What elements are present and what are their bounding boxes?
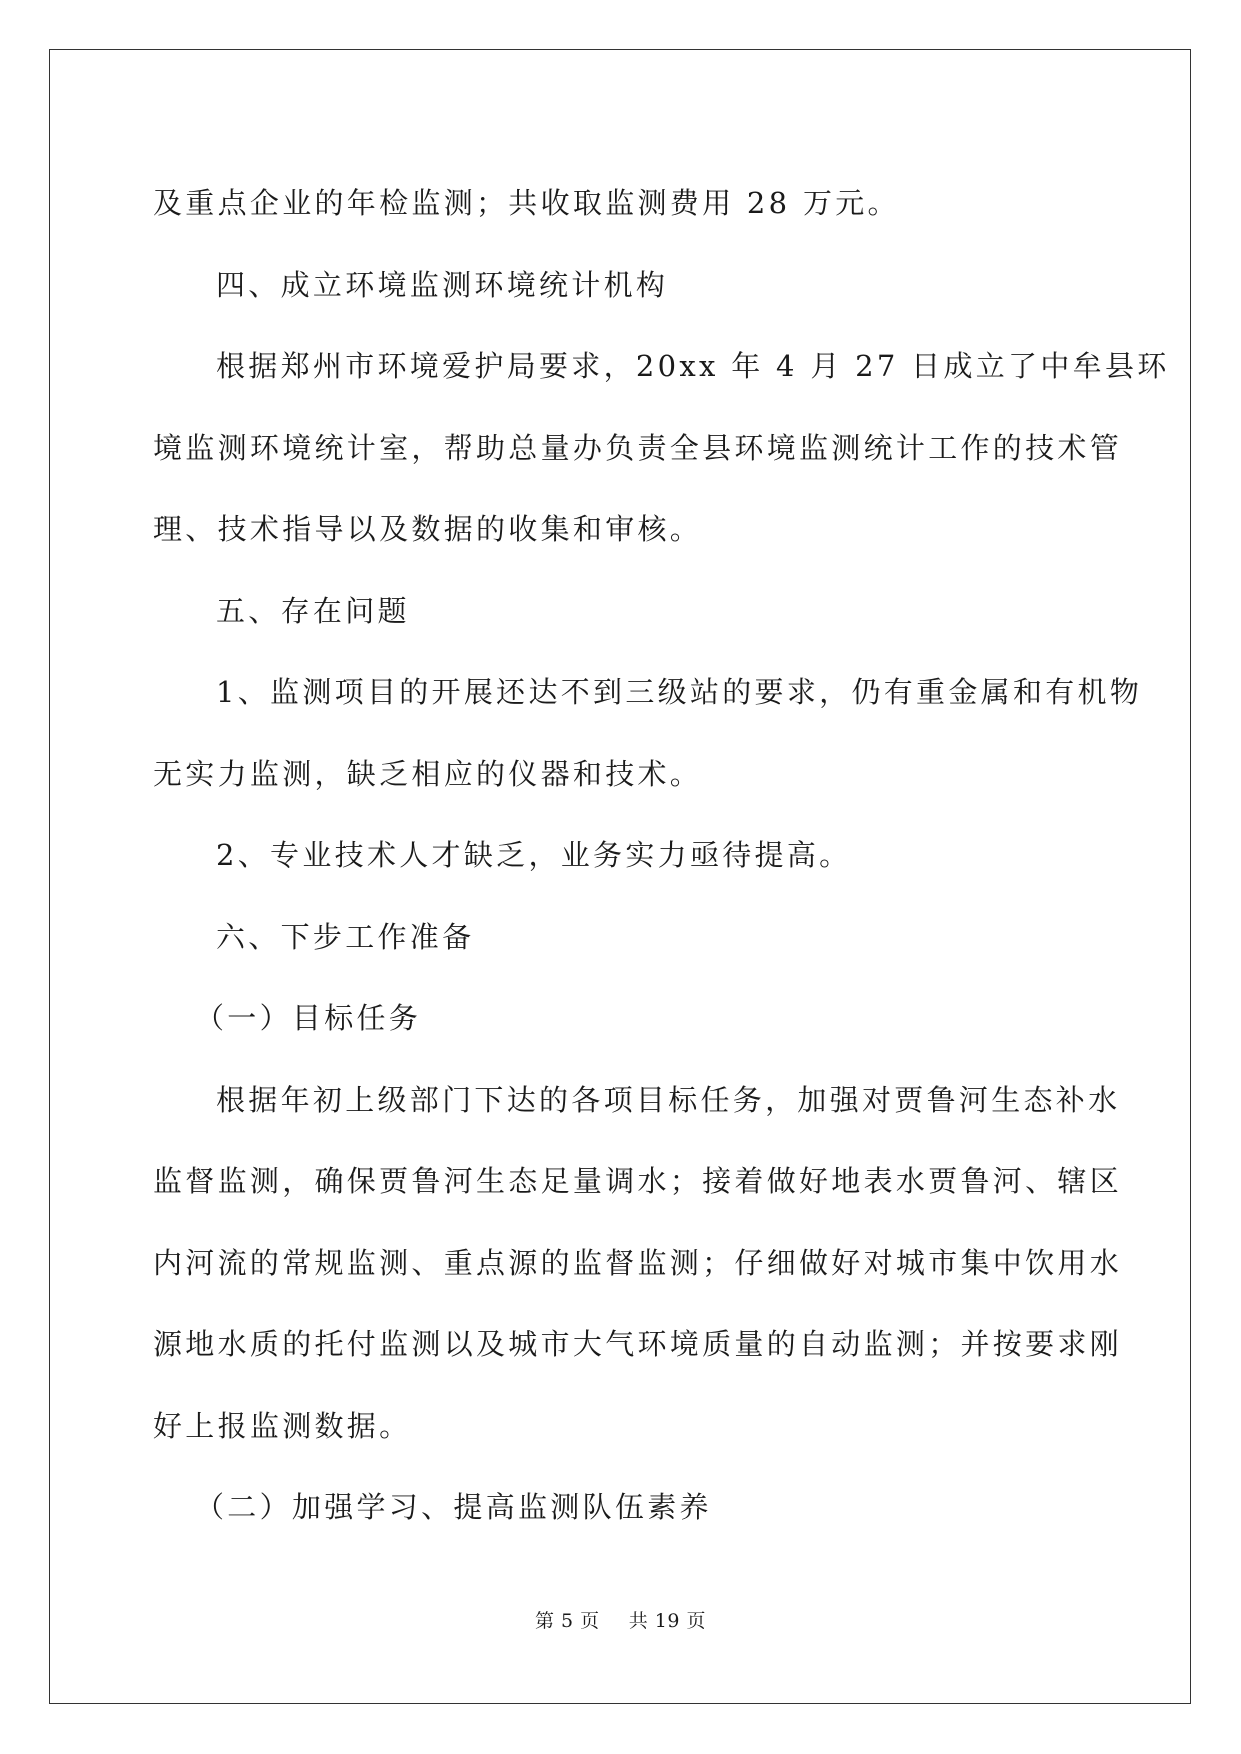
section-heading: 四、成立环境监测环境统计机构 bbox=[216, 267, 669, 302]
paragraph-line: 根据郑州市环境爱护局要求，20xx 年 4 月 27 日成立了中牟县环 bbox=[216, 349, 1170, 383]
paragraph-line: 监督监测，确保贾鲁河生态足量调水；接着做好地表水贾鲁河、辖区 bbox=[153, 1164, 1123, 1198]
paragraph-line: 无实力监测，缺乏相应的仪器和技术。 bbox=[153, 756, 703, 791]
page-number: 第 5 页 bbox=[534, 1610, 600, 1632]
section-heading: 六、下步工作准备 bbox=[216, 919, 475, 954]
page-footer bbox=[0, 1606, 1241, 1633]
document-body bbox=[153, 163, 1170, 1549]
paragraph-line: 理、技术指导以及数据的收集和审核。 bbox=[153, 512, 703, 546]
paragraph-line: 内河流的常规监测、重点源的监督监测；仔细做好对城市集中饮用水 bbox=[153, 1245, 1123, 1280]
subsection-heading: （一）目标任务 bbox=[195, 1001, 422, 1035]
subsection-heading: （二）加强学习、提高监测队伍素养 bbox=[195, 1490, 712, 1524]
paragraph-line: 及重点企业的年检监测；共收取监测费用 28 万元。 bbox=[153, 186, 900, 220]
paragraph-line: 1、监测项目的开展还达不到三级站的要求，仍有重金属和有机物 bbox=[216, 675, 1143, 709]
section-heading: 五、存在问题 bbox=[216, 593, 410, 628]
paragraph-line: 好上报监测数据。 bbox=[153, 1408, 412, 1443]
paragraph-line: 2、专业技术人才缺乏，业务实力亟待提高。 bbox=[216, 838, 852, 872]
page-total: 共 19 页 bbox=[628, 1610, 707, 1632]
paragraph-line: 源地水质的托付监测以及城市大气环境质量的自动监测；并按要求刚 bbox=[153, 1327, 1123, 1361]
paragraph-line: 境监测环境统计室，帮助总量办负责全县环境监测统计工作的技术管 bbox=[153, 430, 1123, 465]
paragraph-line: 根据年初上级部门下达的各项目标任务，加强对贾鲁河生态补水 bbox=[216, 1082, 1121, 1117]
